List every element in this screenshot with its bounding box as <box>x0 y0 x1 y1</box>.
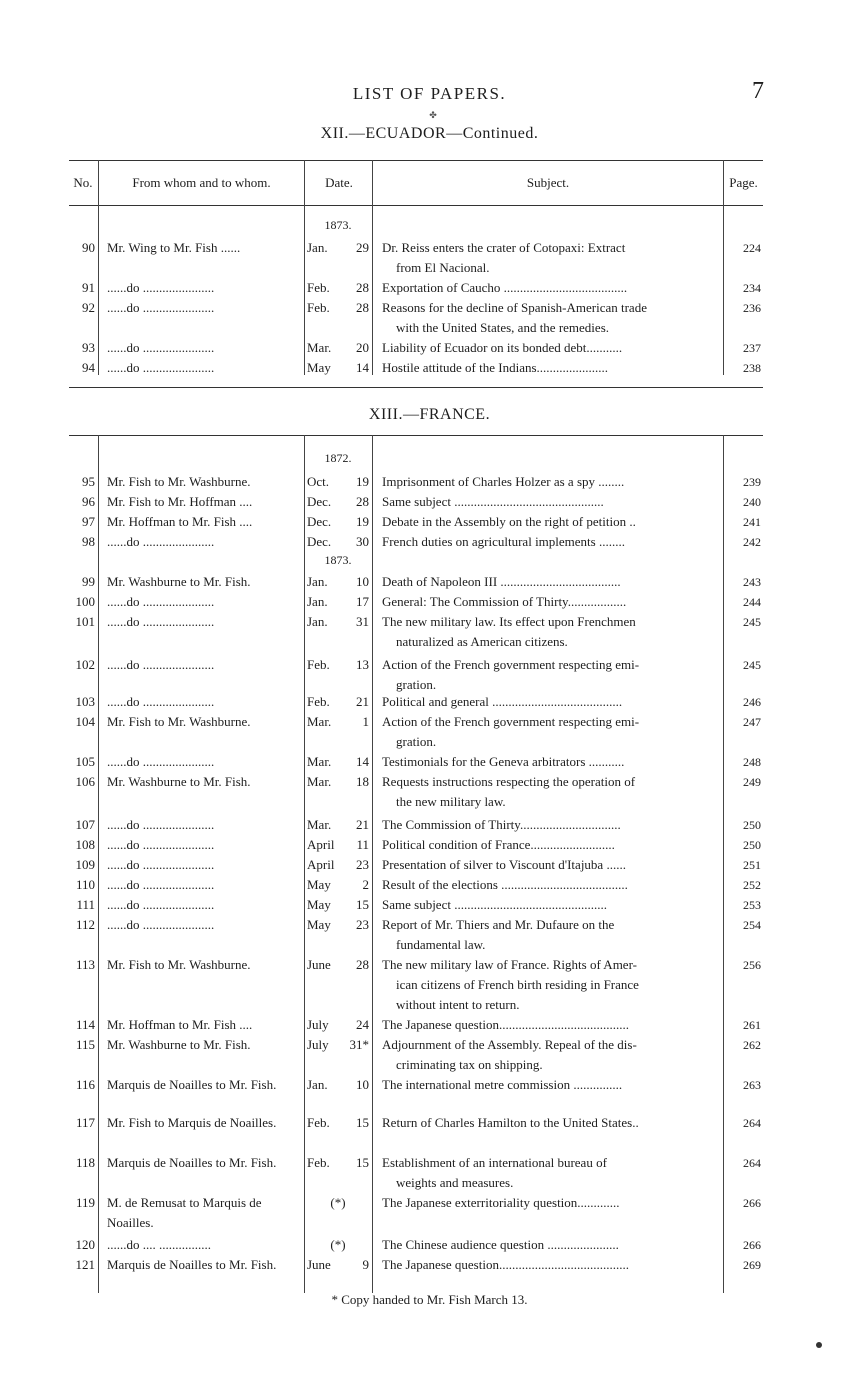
entry-date <box>307 358 369 378</box>
entry-date <box>307 1015 369 1035</box>
date-day: 31* <box>349 1037 369 1052</box>
subject-line: fundamental law. <box>396 937 486 952</box>
subject-line: Death of Napoleon III ..................................... <box>382 574 621 589</box>
date-day: 30 <box>356 534 369 549</box>
entry-date <box>307 835 369 855</box>
page-header <box>0 78 859 112</box>
entry-date <box>307 512 369 532</box>
column-rule <box>372 435 373 1293</box>
entry-date <box>307 1255 369 1275</box>
entry-number: 114 <box>75 1017 95 1032</box>
date-day: 1 <box>362 714 369 729</box>
page-ref: 245 <box>743 658 761 672</box>
subject-line: Return of Charles Hamilton to the United States.. <box>382 1115 639 1130</box>
table-top-rule <box>69 435 763 436</box>
page-ref: 266 <box>743 1196 761 1210</box>
page-ref: 241 <box>743 515 761 529</box>
entry-subject <box>382 752 722 772</box>
correspondents: ......do ...................... <box>107 917 215 932</box>
date-day: 23 <box>356 917 369 932</box>
date-month: Jan. <box>307 614 328 629</box>
date-month: Feb. <box>307 1155 330 1170</box>
date-month: (*) <box>330 1237 346 1252</box>
entry-date <box>307 915 369 935</box>
entry-subject <box>382 1015 722 1035</box>
correspondents: Mr. Hoffman to Mr. Fish .... <box>107 514 253 529</box>
entry-number: 103 <box>75 694 95 709</box>
entry-subject <box>382 712 722 752</box>
entry-date <box>307 875 369 895</box>
date-day: 20 <box>356 340 369 355</box>
subject-line: Action of the French government respecting emi- <box>382 714 640 729</box>
entry-subject <box>382 1193 722 1213</box>
subject-line: Same subject ............................................... <box>382 897 607 912</box>
entry-date <box>307 532 369 552</box>
date-month: Jan. <box>307 574 328 589</box>
page-ref: 245 <box>743 615 761 629</box>
date-day: 23 <box>356 857 369 872</box>
entry-number: 118 <box>75 1155 95 1170</box>
page-ref: 247 <box>743 715 761 729</box>
correspondents: ......do ...................... <box>107 857 215 872</box>
subject-line: Testimonials for the Geneva arbitrators ........... <box>382 754 625 769</box>
entry-number: 102 <box>75 657 95 672</box>
subject-line: criminating tax on shipping. <box>396 1057 543 1072</box>
subject-line: General: The Commission of Thirty.................. <box>382 594 627 609</box>
footnote: * Copy handed to Mr. Fish March 13. <box>331 1292 528 1307</box>
correspondents: ......do ...................... <box>107 534 215 549</box>
date-day: 13 <box>356 657 369 672</box>
subject-line: ican citizens of French birth residing in France <box>396 977 639 992</box>
entry-number: 107 <box>75 817 95 832</box>
entry-date <box>307 278 369 298</box>
entry-date <box>307 1153 369 1173</box>
entry-date <box>307 815 369 835</box>
entry-date <box>307 955 369 975</box>
date-month: Mar. <box>307 714 332 729</box>
page-ref: 263 <box>743 1078 761 1092</box>
col-header-subject: Subject. <box>526 175 570 190</box>
page-ref: 250 <box>743 818 761 832</box>
entry-number: 98 <box>82 534 95 549</box>
page-ref: 262 <box>743 1038 761 1052</box>
correspondents: ......do ...................... <box>107 594 215 609</box>
date-day: 28 <box>356 300 369 315</box>
date-day: 31 <box>356 614 369 629</box>
page-ref: 244 <box>743 595 761 609</box>
entry-subject <box>382 1153 722 1193</box>
date-month: July <box>307 1017 329 1032</box>
date-day: 10 <box>356 1077 369 1092</box>
entry-subject <box>382 612 722 652</box>
date-month: (*) <box>330 1195 346 1210</box>
date-day: 10 <box>356 574 369 589</box>
subject-line: Result of the elections ....................................... <box>382 877 628 892</box>
date-day: 15 <box>356 1115 369 1130</box>
correspondents: Mr. Wing to Mr. Fish ...... <box>107 240 241 255</box>
entry-subject <box>382 298 722 338</box>
section-title-france: XIII.—FRANCE. <box>368 406 491 423</box>
page-ref: 249 <box>743 775 761 789</box>
date-day: 28 <box>356 494 369 509</box>
entry-subject <box>382 592 722 612</box>
page-title: LIST OF PAPERS. <box>352 84 507 103</box>
entry-number: 105 <box>75 754 95 769</box>
entry-date <box>307 712 369 732</box>
page-ref: 224 <box>743 241 761 255</box>
date-month: Feb. <box>307 300 330 315</box>
subject-line: Dr. Reiss enters the crater of Cotopaxi: Extract <box>382 240 626 255</box>
entry-subject <box>382 572 722 592</box>
page-ref: 261 <box>743 1018 761 1032</box>
date-day: 19 <box>356 474 369 489</box>
subject-line: The new military law of France. Rights of Amer- <box>382 957 637 972</box>
entry-subject <box>382 1075 722 1095</box>
entry-subject <box>382 1035 722 1075</box>
page-ref: 248 <box>743 755 761 769</box>
subject-line: Liability of Ecuador on its bonded debt........... <box>382 340 623 355</box>
entry-subject <box>382 278 722 298</box>
entry-date <box>307 238 369 258</box>
date-day: 17 <box>356 594 369 609</box>
entry-number: 95 <box>82 474 95 489</box>
page-ref: 264 <box>743 1156 761 1170</box>
entry-date <box>307 1113 369 1133</box>
date-day: 21 <box>356 694 369 709</box>
section-title-ecuador: XII.—ECUADOR—Continued. <box>320 125 539 142</box>
date-month: Oct. <box>307 474 330 489</box>
col-header-no: No. <box>73 175 93 190</box>
subject-line: Same subject .............................................. <box>382 494 604 509</box>
date-month: June <box>307 1257 331 1272</box>
page-ref: 250 <box>743 838 761 852</box>
entry-number: 92 <box>82 300 95 315</box>
page-ref: 234 <box>743 281 761 295</box>
subject-line: The new military law. Its effect upon Frenchmen <box>382 614 636 629</box>
correspondents: ......do ...................... <box>107 340 215 355</box>
year-label: 1872. <box>324 451 352 465</box>
date-day: 11 <box>356 837 369 852</box>
date-day: 2 <box>362 877 369 892</box>
date-month: Feb. <box>307 1115 330 1130</box>
page-ref: 240 <box>743 495 761 509</box>
date-month: May <box>307 360 331 375</box>
date-month: Feb. <box>307 280 330 295</box>
date-day: 18 <box>356 774 369 789</box>
entry-number: 106 <box>75 774 95 789</box>
entry-date <box>307 1075 369 1095</box>
entry-number: 111 <box>76 897 95 912</box>
entry-number: 104 <box>75 714 95 729</box>
date-day: 9 <box>362 1257 369 1272</box>
entry-number: 94 <box>82 360 95 375</box>
entry-subject <box>382 815 722 835</box>
date-month: July <box>307 1037 329 1052</box>
entry-subject <box>382 1255 722 1275</box>
subject-line: The Chinese audience question ...................... <box>382 1237 619 1252</box>
correspondents: ......do ...................... <box>107 897 215 912</box>
entry-number: 100 <box>75 594 95 609</box>
entry-number: 109 <box>75 857 95 872</box>
column-rule <box>723 435 724 1293</box>
entry-date <box>307 1035 369 1055</box>
date-month: Jan. <box>307 594 328 609</box>
entry-number: 108 <box>75 837 95 852</box>
entry-subject <box>382 532 722 552</box>
correspondents: Mr. Washburne to Mr. Fish. <box>107 574 251 589</box>
correspondents: Mr. Fish to Mr. Washburne. <box>107 714 251 729</box>
subject-line: weights and measures. <box>396 1175 514 1190</box>
subject-line: Adjournment of the Assembly. Repeal of the dis- <box>382 1037 637 1052</box>
entry-number: 99 <box>82 574 95 589</box>
entry-subject <box>382 358 722 378</box>
date-day: 28 <box>356 957 369 972</box>
date-day: 24 <box>356 1017 369 1032</box>
entry-subject <box>382 855 722 875</box>
subject-line: Action of the French government respecting emi- <box>382 657 640 672</box>
entry-subject <box>382 338 722 358</box>
col-header-date: Date. <box>325 175 353 190</box>
subject-line: Hostile attitude of the Indians...................... <box>382 360 609 375</box>
entry-number: 113 <box>75 957 95 972</box>
entry-number: 110 <box>75 877 95 892</box>
date-month: Mar. <box>307 340 332 355</box>
date-month: Jan. <box>307 240 328 255</box>
entry-number: 96 <box>82 494 95 509</box>
page-ref: 269 <box>743 1258 761 1272</box>
subject-line: Report of Mr. Thiers and Mr. Dufaure on the <box>382 917 615 932</box>
entry-subject <box>382 895 722 915</box>
entry-date <box>307 855 369 875</box>
subject-line: Political condition of France.......................... <box>382 837 615 852</box>
entry-subject <box>382 472 722 492</box>
date-month: Mar. <box>307 774 332 789</box>
subject-line: Establishment of an international bureau of <box>382 1155 607 1170</box>
date-month: Jan. <box>307 1077 328 1092</box>
subject-line: Exportation of Caucho ...................................... <box>382 280 628 295</box>
subject-line: The Commission of Thirty............................... <box>382 817 621 832</box>
entry-date <box>307 752 369 772</box>
subject-line: The Japanese question........................................ <box>382 1017 629 1032</box>
subject-line: naturalized as American citizens. <box>396 634 568 649</box>
date-month: April <box>307 837 335 852</box>
date-month: Feb. <box>307 694 330 709</box>
entry-date <box>307 1193 369 1213</box>
col-header-page: Page. <box>729 175 758 190</box>
entry-date <box>307 612 369 632</box>
date-day: 14 <box>356 754 369 769</box>
correspondents: ......do ...................... <box>107 360 215 375</box>
subject-line: Imprisonment of Charles Holzer as a spy ........ <box>382 474 625 489</box>
subject-line: The international metre commission ............... <box>382 1077 623 1092</box>
date-month: Feb. <box>307 657 330 672</box>
date-day: 29 <box>356 240 369 255</box>
subject-line: from El Nacional. <box>396 260 490 275</box>
date-month: May <box>307 917 331 932</box>
correspondents: ......do ...................... <box>107 614 215 629</box>
correspondents: Mr. Fish to Mr. Hoffman .... <box>107 494 253 509</box>
correspondents: Mr. Fish to Mr. Washburne. <box>107 474 251 489</box>
entry-subject <box>382 955 722 1015</box>
date-month: June <box>307 957 331 972</box>
page-ref: 264 <box>743 1116 761 1130</box>
ink-mark <box>816 1342 822 1348</box>
correspondents: ......do ...................... <box>107 280 215 295</box>
entry-date <box>307 655 369 675</box>
entry-subject <box>382 238 722 278</box>
column-rule <box>372 160 373 375</box>
correspondents: Mr. Washburne to Mr. Fish. <box>107 774 251 789</box>
entry-date <box>307 492 369 512</box>
entry-date <box>307 338 369 358</box>
subject-line: French duties on agricultural implements ........ <box>382 534 625 549</box>
entry-date <box>307 298 369 318</box>
entry-date <box>307 1235 369 1255</box>
entry-date <box>307 895 369 915</box>
date-month: Mar. <box>307 817 332 832</box>
entry-subject <box>382 915 722 955</box>
subject-line: The Japanese exterritoriality question............. <box>382 1195 620 1210</box>
entry-subject <box>382 1235 722 1255</box>
entry-date <box>307 592 369 612</box>
subject-line: gration. <box>396 677 437 692</box>
subject-line: the new military law. <box>396 794 506 809</box>
page-ref: 254 <box>743 918 761 932</box>
correspondents: M. de Remusat to Marquis de Noailles. <box>107 1195 262 1230</box>
year-label: 1873. <box>324 218 352 232</box>
entry-subject <box>382 692 722 712</box>
ornament-icon: ✤ <box>429 110 437 120</box>
correspondents: ......do ...................... <box>107 837 215 852</box>
entry-number: 97 <box>82 514 95 529</box>
page-ref: 252 <box>743 878 761 892</box>
page-ref: 236 <box>743 301 761 315</box>
subject-line: Presentation of silver to Viscount d'Itajuba ...... <box>382 857 626 872</box>
page-ref: 242 <box>743 535 761 549</box>
page-ref: 238 <box>743 361 761 375</box>
page-ref: 251 <box>743 858 761 872</box>
subject-line: Requests instructions respecting the operation of <box>382 774 636 789</box>
year-label: 1873. <box>324 553 352 567</box>
entry-subject <box>382 512 722 532</box>
correspondents: ......do ...................... <box>107 694 215 709</box>
date-day: 14 <box>356 360 369 375</box>
date-day: 15 <box>356 897 369 912</box>
correspondents: Marquis de Noailles to Mr. Fish. <box>107 1077 277 1092</box>
entry-number: 117 <box>75 1115 95 1130</box>
date-month: Mar. <box>307 754 332 769</box>
entry-subject <box>382 655 722 695</box>
entry-subject <box>382 835 722 855</box>
subject-line: Political and general ........................................ <box>382 694 623 709</box>
page-ref: 253 <box>743 898 761 912</box>
entry-number: 120 <box>75 1237 95 1252</box>
date-month: April <box>307 857 335 872</box>
table-top-rule <box>69 160 763 161</box>
header-bottom-rule <box>69 205 763 206</box>
subject-line: Reasons for the decline of Spanish-American trade <box>382 300 647 315</box>
page-ref: 237 <box>743 341 761 355</box>
column-rule <box>98 160 99 375</box>
section-divider-rule <box>69 387 763 388</box>
entry-subject <box>382 875 722 895</box>
date-month: Dec. <box>307 534 332 549</box>
page-ref: 246 <box>743 695 761 709</box>
entry-date <box>307 472 369 492</box>
entry-number: 112 <box>75 917 95 932</box>
correspondents: ......do .... ................ <box>107 1237 211 1252</box>
entry-subject <box>382 492 722 512</box>
entry-date <box>307 772 369 792</box>
column-rule <box>723 160 724 375</box>
entry-number: 93 <box>82 340 95 355</box>
correspondents: ......do ...................... <box>107 754 215 769</box>
correspondents: ......do ...................... <box>107 877 215 892</box>
date-day: 19 <box>356 514 369 529</box>
page-number: 7 <box>752 78 764 104</box>
entry-number: 116 <box>75 1077 95 1092</box>
col-header-from: From whom and to whom. <box>132 175 271 190</box>
column-rule <box>98 435 99 1293</box>
subject-line: Debate in the Assembly on the right of petition .. <box>382 514 636 529</box>
entry-date <box>307 572 369 592</box>
entry-date <box>307 692 369 712</box>
correspondents: ......do ...................... <box>107 657 215 672</box>
subject-line: The Japanese question........................................ <box>382 1257 629 1272</box>
correspondents: ......do ...................... <box>107 817 215 832</box>
entry-number: 90 <box>82 240 95 255</box>
column-rule <box>304 160 305 375</box>
subject-line: without intent to return. <box>396 997 520 1012</box>
subject-line: with the United States, and the remedies. <box>396 320 610 335</box>
entry-subject <box>382 772 722 812</box>
correspondents: Mr. Hoffman to Mr. Fish .... <box>107 1017 253 1032</box>
column-rule <box>304 435 305 1293</box>
page-ref: 243 <box>743 575 761 589</box>
correspondents: Marquis de Noailles to Mr. Fish. <box>107 1155 277 1170</box>
date-month: May <box>307 897 331 912</box>
correspondents: ......do ...................... <box>107 300 215 315</box>
entry-number: 91 <box>82 280 95 295</box>
page-ref: 256 <box>743 958 761 972</box>
date-day: 21 <box>356 817 369 832</box>
correspondents: Marquis de Noailles to Mr. Fish. <box>107 1257 277 1272</box>
entry-subject <box>382 1113 722 1133</box>
entry-number: 119 <box>75 1195 95 1210</box>
date-month: Dec. <box>307 514 332 529</box>
page-ref: 266 <box>743 1238 761 1252</box>
date-day: 28 <box>356 280 369 295</box>
correspondents: Mr. Washburne to Mr. Fish. <box>107 1037 251 1052</box>
page-ref: 239 <box>743 475 761 489</box>
entry-number: 101 <box>75 614 95 629</box>
date-month: May <box>307 877 331 892</box>
entry-number: 121 <box>75 1257 95 1272</box>
correspondents: Mr. Fish to Marquis de Noailles. <box>107 1115 277 1130</box>
entry-number: 115 <box>75 1037 95 1052</box>
subject-line: gration. <box>396 734 437 749</box>
date-month: Dec. <box>307 494 332 509</box>
correspondents: Mr. Fish to Mr. Washburne. <box>107 957 251 972</box>
date-day: 15 <box>356 1155 369 1170</box>
